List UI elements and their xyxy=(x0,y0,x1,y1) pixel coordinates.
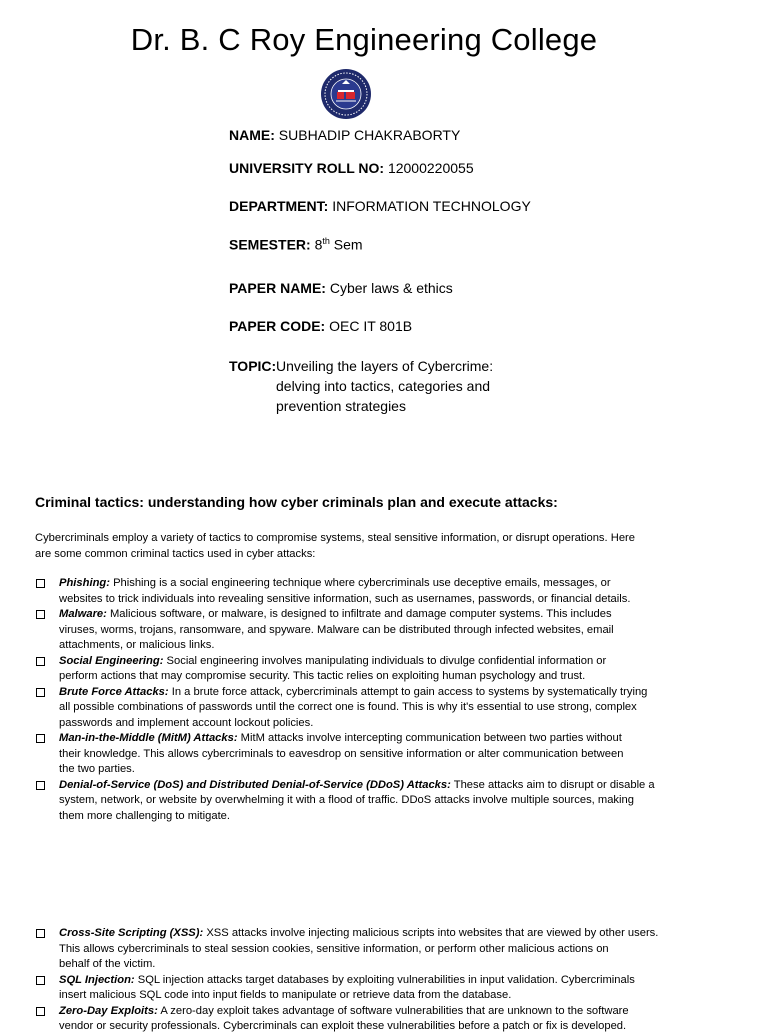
bullet-text: In a brute force attack, cybercriminals attempt to gain access to systems by systematically trying xyxy=(168,685,648,698)
bullet-text: their knowledge. This allows cybercriminals to eavesdrop on sensitive information or alter communication between xyxy=(59,747,624,760)
bullet-text: SQL injection attacks target databases by exploiting vulnerabilities in input validation. Cybercriminals xyxy=(134,973,635,986)
bullet-line xyxy=(59,747,685,763)
bullet-term: SQL Injection: xyxy=(59,973,135,986)
bullet-item-denial-of-service-dos-and-distributed-denial-of-service-ddos-attacks xyxy=(35,778,685,825)
bullet-line xyxy=(59,942,685,958)
bullet-text: These attacks aim to disrupt or disable a xyxy=(450,778,655,791)
bullet-text: Phishing is a social engineering technique where cybercriminals use deceptive emails, messages, or xyxy=(109,577,611,589)
checkbox-bullet-icon xyxy=(36,734,45,743)
checkbox-bullet-icon xyxy=(36,929,45,938)
department-label: DEPARTMENT: xyxy=(229,198,329,214)
bullet-term: Denial-of-Service (DoS) and Distributed Denial-of-Service (DDoS) Attacks: xyxy=(59,778,451,791)
department-value: INFORMATION TECHNOLOGY xyxy=(332,198,531,214)
bullet-line xyxy=(59,638,685,654)
checkbox-bullet-icon xyxy=(36,610,45,619)
semester-number: 8 xyxy=(314,236,323,253)
topic-line: prevention strategies xyxy=(276,398,406,414)
bullet-text: viruses, worms, trojans, ransomware, and spyware. Malware can be distributed through infected websites, email xyxy=(59,623,614,636)
bullet-term: Zero-Day Exploits: xyxy=(59,1004,158,1017)
bullet-item-malware xyxy=(35,607,685,654)
bullet-line xyxy=(59,716,685,732)
topic-text xyxy=(276,356,536,416)
bullet-item-man-in-the-middle-mitm-attacks xyxy=(35,731,685,778)
bullet-term: Brute Force Attacks: xyxy=(59,685,169,698)
bullet-line xyxy=(59,926,685,942)
bullet-text: insert malicious SQL code into input fields to manipulate or retrieve data from the database. xyxy=(59,989,512,1001)
bullet-term: Malware: xyxy=(59,608,107,620)
bullet-text: attachments, or malicious links. xyxy=(59,639,215,651)
bullet-line xyxy=(59,973,685,989)
topic-block xyxy=(229,356,529,414)
bullet-text: all possible combinations of passwords until the correct one is found. This is why it's essential to use strong, complex xyxy=(59,701,637,713)
bullet-item-sql-injection xyxy=(35,973,685,1004)
paper-name-line xyxy=(229,280,453,296)
bullet-text: them more challenging to mitigate. xyxy=(59,809,231,822)
bullet-line xyxy=(59,700,685,716)
bullet-line xyxy=(59,607,685,623)
checkbox-bullet-icon xyxy=(36,657,45,666)
bullet-line xyxy=(59,654,685,670)
checkbox-bullet-icon xyxy=(36,976,45,985)
college-emblem-icon xyxy=(320,68,372,120)
bullet-item-cross-site-scripting-xss xyxy=(35,926,685,973)
bullet-term: Cross-Site Scripting (XSS): xyxy=(59,927,204,939)
semester-line xyxy=(229,236,363,253)
roll-value: 12000220055 xyxy=(387,160,474,176)
bullet-line xyxy=(59,576,685,592)
bullet-text: A zero-day exploit takes advantage of software vulnerabilities that are unknown to the software xyxy=(157,1004,629,1017)
roll-label: UNIVERSITY ROLL NO: xyxy=(229,160,385,176)
bullet-line xyxy=(59,762,685,778)
tactics-list xyxy=(35,576,685,824)
section-heading: Criminal tactics: understanding how cyber criminals plan and execute attacks: xyxy=(35,494,558,510)
checkbox-bullet-icon xyxy=(36,688,45,697)
bullet-term: Social Engineering: xyxy=(59,654,164,667)
paper-name-value: Cyber laws & ethics xyxy=(329,280,453,296)
semester-label: SEMESTER: xyxy=(229,236,311,253)
bullet-line xyxy=(59,1019,685,1035)
bullet-text: the two parties. xyxy=(59,763,135,775)
bullet-line xyxy=(59,1004,685,1020)
bullet-text: This allows cybercriminals to steal session cookies, sensitive information, or perform other malicious actions on xyxy=(59,942,609,955)
checkbox-bullet-icon xyxy=(36,579,45,588)
intro-line: are some common criminal tactics used in cyber attacks: xyxy=(35,548,316,560)
bullet-line xyxy=(59,988,685,1004)
bullet-item-zero-day-exploits xyxy=(35,1004,685,1035)
bullet-text: system, network, or website by overwhelming it with a flood of traffic. DDoS attacks involve multiple sources, making xyxy=(59,794,634,806)
bullet-text: Social engineering involves manipulating individuals to divulge confidential information or xyxy=(163,654,607,667)
tactics-list-continued xyxy=(35,926,685,1035)
bullet-line xyxy=(59,957,685,973)
paper-code-line xyxy=(229,318,412,334)
paper-name-label: PAPER NAME: xyxy=(229,280,326,296)
bullet-text: passwords and implement account lockout policies. xyxy=(59,716,314,729)
bullet-text: XSS attacks involve injecting malicious scripts into websites that are viewed by other users. xyxy=(203,927,659,939)
bullet-text: Malicious software, or malware, is designed to infiltrate and damage computer systems. This includes xyxy=(106,608,612,620)
intro-line: Cybercriminals employ a variety of tactics to compromise systems, steal sensitive information, or disrupt operations. Here xyxy=(35,532,635,544)
bullet-line xyxy=(59,731,685,747)
bullet-line xyxy=(59,685,685,701)
bullet-line xyxy=(59,778,685,794)
bullet-line xyxy=(59,793,685,809)
department-line xyxy=(229,198,531,214)
bullet-item-brute-force-attacks xyxy=(35,685,685,732)
intro-paragraph xyxy=(35,530,675,562)
name-value: SUBHADIP CHAKRABORTY xyxy=(278,127,461,143)
checkbox-bullet-icon xyxy=(36,781,45,790)
paper-code-label: PAPER CODE: xyxy=(229,318,326,334)
bullet-text: behalf of the victim. xyxy=(59,958,156,970)
roll-line xyxy=(229,160,474,176)
bullet-text: MitM attacks involve intercepting communication between two parties without xyxy=(237,732,622,744)
bullet-line xyxy=(59,669,685,685)
name-line xyxy=(229,127,460,143)
college-title: Dr. B. C Roy Engineering College xyxy=(130,22,598,57)
bullet-text: websites to trick individuals into revealing sensitive information, such as usernames, passwords, or financial details. xyxy=(59,592,631,605)
topic-line: Unveiling the layers of Cybercrime: xyxy=(276,358,494,374)
paper-code-value: OEC IT 801B xyxy=(329,318,413,334)
checkbox-bullet-icon xyxy=(36,1007,45,1016)
semester-suffix: th xyxy=(322,236,330,246)
bullet-text: vendor or security professionals. Cybercriminals can exploit these vulnerabilities before a patch or fix is developed. xyxy=(59,1020,627,1032)
bullet-line xyxy=(59,809,685,825)
bullet-item-phishing xyxy=(35,576,685,607)
bullet-item-social-engineering xyxy=(35,654,685,685)
bullet-line xyxy=(59,592,685,608)
topic-line: delving into tactics, categories and xyxy=(276,378,491,394)
bullet-term: Man-in-the-Middle (MitM) Attacks: xyxy=(59,732,238,744)
bullet-text: perform actions that may compromise security. This tactic relies on exploiting human psychology and trust. xyxy=(59,670,586,682)
semester-word: Sem xyxy=(333,236,363,253)
topic-label: TOPIC: xyxy=(229,358,277,374)
bullet-line xyxy=(59,623,685,639)
name-label: NAME: xyxy=(229,127,275,143)
bullet-term: Phishing: xyxy=(59,577,110,589)
